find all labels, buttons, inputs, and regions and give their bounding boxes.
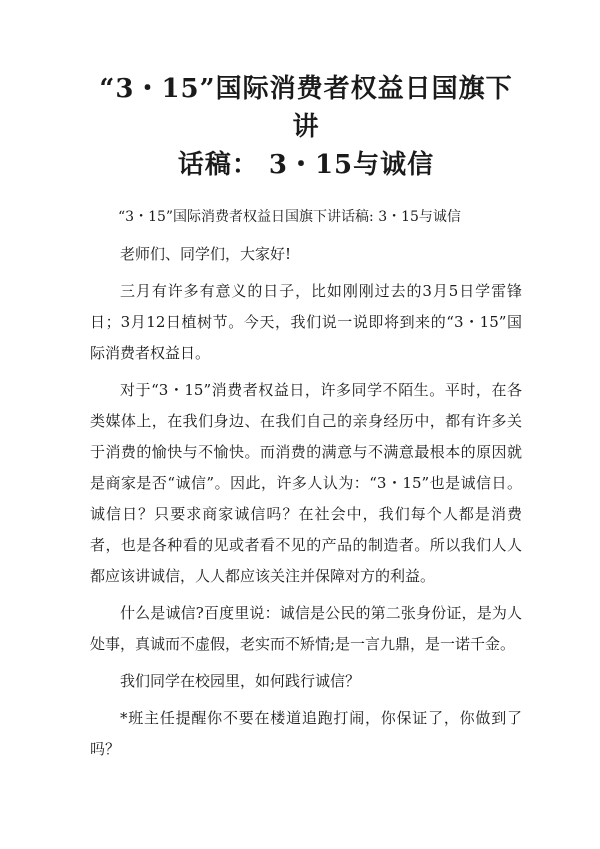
paragraph-question: 我们同学在校园里，如何践行诚信？ bbox=[120, 672, 361, 690]
document-page bbox=[90, 60, 522, 771]
paragraph-march-days: 三月有许多有意义的日子，比如刚刚过去的3月5日学雷锋日；3月12日植树节。今天，我们说一说即将到来的“3・15”国际消费者权益日。 bbox=[90, 282, 522, 362]
paragraph-teacher-reminder: *班主任提醒你不要在楼道追跑打闹，你保证了，你做到了吗？ bbox=[90, 709, 522, 758]
paragraph-what-is-integrity: 什么是诚信?百度里说：诚信是公民的第二张身份证，是为人处事，真诚而不虚假，老实而不矫情;是一言九鼎，是一诺千金。 bbox=[90, 604, 522, 653]
title-line-2: 话稿： 3・15与诚信 bbox=[177, 150, 435, 180]
document-title bbox=[90, 70, 522, 184]
paragraph-subtitle: “3・15”国际消费者权益日国旗下讲话稿: 3・15与诚信 bbox=[118, 209, 461, 225]
title-line-1: “3・15”国际消费者权益日国旗下讲 bbox=[99, 74, 513, 142]
paragraph-consumer-rights: 对于“3・15”消费者权益日，许多同学不陌生。平时，在各类媒体上，在我们身边、在我们自己的亲身经历中，都有许多关于消费的愉快与不愉快。而消费的满意与不满意最根本的原因就是商家是否“诚信”。因此，许多人认为：“3・15”也是诚信日。诚信日？只要求商家诚信吗？在社会中，我们每个人都是消费者，也是各种看的见或者看不见的产品的制造者。所以我们人人都应该讲诚信，人人都应该关注并保障对方的利益。 bbox=[90, 381, 522, 585]
paragraph-greeting: 老师们、同学们，大家好! bbox=[120, 245, 292, 263]
